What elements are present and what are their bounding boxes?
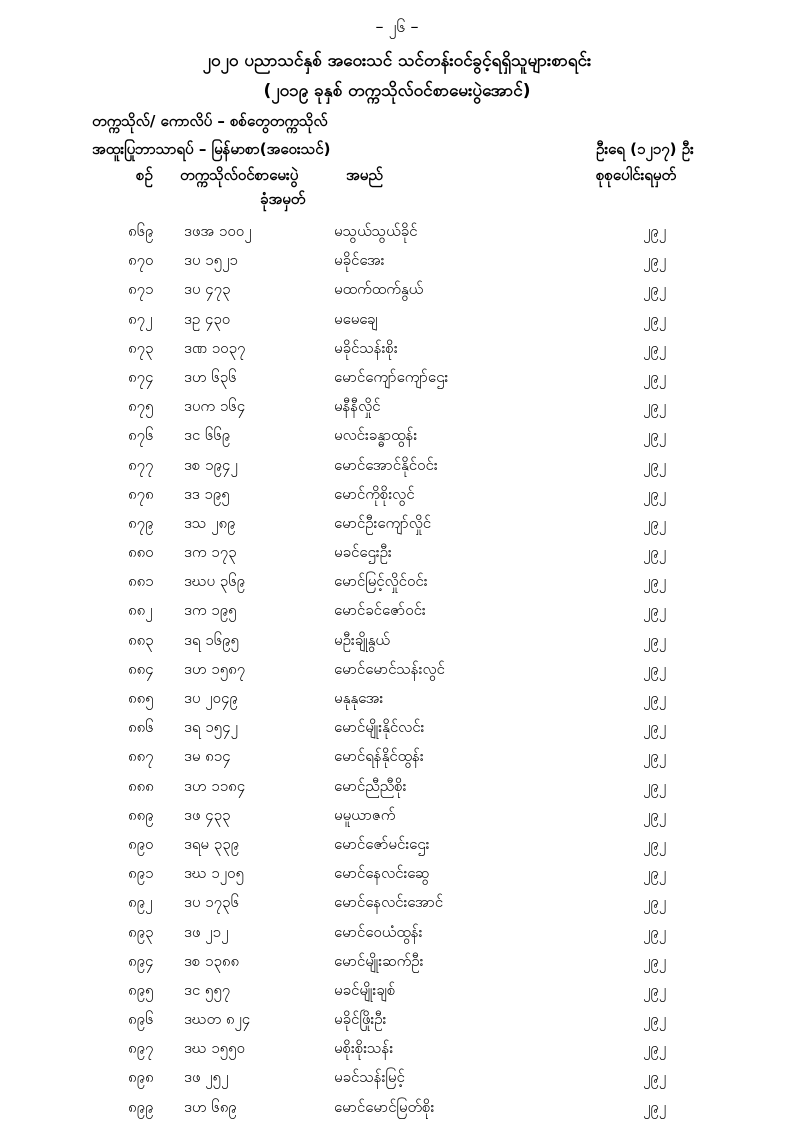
roll-number: ဒဒ ၁၉၅ <box>184 484 230 503</box>
table-row <box>0 601 794 630</box>
roll-number: ဒက ၁၇၃ <box>184 543 237 562</box>
roll-number: ဒပ ၂၀၄၉ <box>184 689 238 707</box>
table-row <box>0 660 794 689</box>
roll-number: ဒရ ၁၅၄၂ <box>184 718 238 737</box>
total-score: ၂၉၂ <box>643 1039 667 1058</box>
roll-number: ဒစ ၁၉၄၂ <box>184 455 238 474</box>
table-row <box>0 572 794 601</box>
table-row <box>0 835 794 864</box>
student-name: မောင်ညီညီစိုး <box>334 776 407 795</box>
student-name: မောင်မျိုးဆက်ဦး <box>334 951 424 970</box>
roll-number: ဒက ၁၉၅ <box>184 601 237 620</box>
student-name: မောင်ဇော်မင်းဌေး <box>334 834 430 853</box>
total-score: ၂၉၂ <box>643 397 667 416</box>
total-score: ၂၉၂ <box>643 222 667 240</box>
table-row <box>0 718 794 747</box>
university-line: တက္ကသိုလ်/ ကောလိပ် – စစ်တွေတက္ကသိုလ် <box>92 112 328 130</box>
student-name: မောင်ခင်ဇော်ဝင်း <box>334 601 426 620</box>
total-score: ၂၉၂ <box>643 280 667 299</box>
roll-number: ဒရမ ၃၃၉ <box>184 834 240 853</box>
row-number: ၈၉၃ <box>128 922 154 941</box>
page-number: – ၂၆ – <box>375 17 419 36</box>
row-number: ၈၉၁ <box>128 864 154 883</box>
row-number: ၈၉၇ <box>128 1039 154 1058</box>
table-row <box>0 251 794 280</box>
roll-number: ဒဃ ၁၂၀၅ <box>184 864 244 883</box>
roll-number: ဒင ၅၅၇ <box>184 980 231 999</box>
student-list <box>0 222 794 1127</box>
row-number: ၈၉၀ <box>128 834 154 853</box>
roll-number: ဒဖ ၂၁၂ <box>184 922 229 941</box>
student-name: မခင်မျိုးချစ် <box>334 980 396 999</box>
roll-number: ဒစ ၁၃၈၈ <box>184 951 240 970</box>
total-score: ၂၉၂ <box>643 805 667 824</box>
table-row <box>0 339 794 368</box>
student-name: မောင်နေလင်းအောင် <box>334 893 444 912</box>
table-row <box>0 368 794 397</box>
row-number: ၈၇၅ <box>128 397 154 416</box>
total-score: ၂၉၂ <box>643 659 667 678</box>
header-number: စဉ် <box>136 166 153 184</box>
table-row <box>0 777 794 806</box>
student-name: မောင်ဝေယံထွန်း <box>334 922 423 941</box>
table-row <box>0 514 794 543</box>
student-name: မသွယ်သွယ်ခိုင် <box>334 222 418 240</box>
row-number: ၈၇၉ <box>128 513 154 532</box>
table-row <box>0 456 794 485</box>
table-row <box>0 952 794 981</box>
row-number: ၈၇၄ <box>128 367 154 386</box>
student-name: မနုနုအေး <box>334 689 384 707</box>
table-row <box>0 1039 794 1068</box>
student-name: မောင်ကျော်ကျော်ဌေး <box>334 367 449 386</box>
student-name: မောင်ရန်နိုင်ထွန်း <box>334 747 424 766</box>
student-name: မောင်ဦးကျော်လှိုင် <box>334 513 432 532</box>
student-name: မောင်ကိုစိုးလွင် <box>334 484 415 503</box>
total-score: ၂၉၂ <box>643 1097 667 1116</box>
total-score: ၂၉၂ <box>643 455 667 474</box>
roll-number: ဒဥ ၄၃၀ <box>184 309 231 328</box>
total-count: ဦးရေ (၁၂၁၇) ဦး <box>596 140 694 158</box>
roll-number: ဒပ ၄၇၃ <box>184 280 231 299</box>
table-row <box>0 485 794 514</box>
row-number: ၈၈၃ <box>128 630 154 649</box>
roll-number: ဒဖအ ၁၀၀၂ <box>184 222 252 240</box>
student-name: မခင်ဌေးဦး <box>334 543 392 562</box>
roll-number: ဒဟ ၆၈၉ <box>184 1097 237 1116</box>
roll-number: ဒဟ ၁၅၈၇ <box>184 659 246 678</box>
total-score: ၂၉၂ <box>643 367 667 386</box>
row-number: ၈၈၄ <box>128 659 154 678</box>
row-number: ၈၇၃ <box>128 338 154 357</box>
document-title: ၂၀၂၀ ပညာသင်နှစ် အဝေးသင် သင်တန်းဝင်ခွင့်ရရှိသူများစာရင်း <box>202 51 592 71</box>
roll-number: ဒပက ၁၆၄ <box>184 397 246 416</box>
student-name: မခိုင်ဖြိုးဦး <box>334 1010 387 1029</box>
row-number: ၈၇၇ <box>128 455 154 474</box>
roll-number: ဒပ ၁၅၂၁ <box>184 251 238 270</box>
row-number: ၈၈၆ <box>128 718 154 737</box>
student-name: မောင်မြင့်လှိုင်ဝင်း <box>334 572 428 591</box>
total-score: ၂၉၂ <box>643 251 667 270</box>
student-name: မောင်မျိုးနိုင်လင်း <box>334 718 425 737</box>
roll-number: ဒပ ၁၇၃၆ <box>184 893 239 912</box>
row-number: ၈၉၈ <box>128 1068 154 1087</box>
student-name: မခိုင်အေး <box>334 251 385 270</box>
row-number: ၈၈၈ <box>128 776 154 795</box>
table-row <box>0 222 794 251</box>
roll-number: ဒဟ ၆၃၆ <box>184 367 237 386</box>
table-row <box>0 864 794 893</box>
roll-number: ဒဟ ၁၁၈၄ <box>184 776 246 795</box>
student-name: မောင်မောင်မြတ်စိုး <box>334 1097 435 1116</box>
table-row <box>0 310 794 339</box>
student-name: မထက်ထက်နွယ် <box>334 280 424 299</box>
total-score: ၂၉၂ <box>643 543 667 562</box>
table-row <box>0 923 794 952</box>
total-score: ၂၉၂ <box>643 338 667 357</box>
student-name: မခင်သန်းမြင့် <box>334 1068 405 1087</box>
total-score: ၂၉၂ <box>643 951 667 970</box>
total-score: ၂၉၂ <box>643 834 667 853</box>
row-number: ၈၈၉ <box>128 805 154 824</box>
total-score: ၂၉၂ <box>643 1010 667 1029</box>
table-row <box>0 981 794 1010</box>
total-score: ၂၉၂ <box>643 864 667 883</box>
roll-number: ဒဏ ၁၀၃၇ <box>184 338 246 357</box>
row-number: ၈၉၆ <box>128 1010 154 1029</box>
row-number: ၈၇၈ <box>128 484 154 503</box>
table-row <box>0 806 794 835</box>
total-score: ၂၉၂ <box>643 513 667 532</box>
header-name: အမည် <box>346 166 383 184</box>
row-number: ၈၉၉ <box>128 1097 154 1116</box>
total-score: ၂၉၂ <box>643 630 667 649</box>
roll-number: ဒဃတ ၈၂၄ <box>184 1010 251 1029</box>
total-score: ၂၉၂ <box>643 922 667 941</box>
student-name: မမေချေ <box>334 309 378 328</box>
header-total-score: စုစုပေါင်းရမှတ် <box>596 166 677 184</box>
roll-number: ဒဖ ၄၃၃ <box>184 805 231 824</box>
row-number: ၈၉၅ <box>128 980 154 999</box>
row-number: ၈၈၂ <box>128 601 153 620</box>
roll-number: ဒင ၆၆၉ <box>184 426 231 445</box>
student-name: မဦးချိုနွယ် <box>334 630 390 649</box>
table-row <box>0 1098 794 1127</box>
total-score: ၂၉၂ <box>643 1068 667 1087</box>
total-score: ၂၉၂ <box>643 689 667 707</box>
row-number: ၈၈၅ <box>128 689 154 707</box>
student-name: မစိုးစိုးသန်း <box>334 1039 394 1058</box>
roll-number: ဒဃ ၁၅၅၀ <box>184 1039 245 1058</box>
row-number: ၈၈၇ <box>128 747 154 766</box>
table-row <box>0 426 794 455</box>
total-score: ၂၉၂ <box>643 572 667 591</box>
table-row <box>0 893 794 922</box>
total-score: ၂၉၂ <box>643 309 667 328</box>
table-row <box>0 543 794 572</box>
total-score: ၂၉၂ <box>643 426 667 445</box>
roll-number: ဒဃပ ၃၆၉ <box>184 572 246 591</box>
table-row <box>0 631 794 660</box>
student-name: မောင်အောင်နိုင်ဝင်း <box>334 455 438 474</box>
row-number: ၈၇၂ <box>128 309 153 328</box>
row-number: ၈၈၀ <box>128 543 154 562</box>
header-roll-number: တက္ကသိုလ်ဝင်စာမေးပွဲ <box>180 166 299 184</box>
total-score: ၂၉၂ <box>643 601 667 620</box>
table-row <box>0 397 794 426</box>
total-score: ၂၉၂ <box>643 747 667 766</box>
row-number: ၈၆၉ <box>128 222 154 240</box>
header-roll-number-line-2: ခုံအမှတ် <box>260 190 306 208</box>
student-name: မောင်မောင်သန်းလွင် <box>334 659 445 678</box>
row-number: ၈၉၄ <box>128 951 154 970</box>
table-row <box>0 280 794 309</box>
table-row <box>0 747 794 776</box>
document-subtitle: (၂၀၁၉ ခုနှစ် တက္ကသိုလ်ဝင်စာမေးပွဲအောင်) <box>263 81 531 101</box>
row-number: ၈၈၁ <box>128 572 154 591</box>
student-name: မမူယာဇက် <box>334 805 396 824</box>
specialization-line: အထူးပြုဘာသာရပ် – မြန်မာစာ(အဝေးသင်) <box>92 140 331 158</box>
table-row <box>0 689 794 718</box>
row-number: ၈၇၀ <box>128 251 154 270</box>
student-name: မလင်းခန္ဓာထွန်း <box>334 426 418 445</box>
total-score: ၂၉၂ <box>643 484 667 503</box>
roll-number: ဒဖ ၂၅၂ <box>184 1068 229 1087</box>
roll-number: ဒရ ၁၆၉၅ <box>184 630 239 649</box>
row-number: ၈၇၁ <box>128 280 154 299</box>
total-score: ၂၉၂ <box>643 776 667 795</box>
total-score: ၂၉၂ <box>643 718 667 737</box>
roll-number: ဒသ ၂၈၉ <box>184 513 236 532</box>
table-row <box>0 1010 794 1039</box>
student-name: မောင်နေလင်းဆွေ <box>334 864 430 883</box>
row-number: ၈၇၆ <box>128 426 154 445</box>
row-number: ၈၉၂ <box>128 893 153 912</box>
student-name: မခိုင်သန်းစိုး <box>334 338 398 357</box>
student-name: မနီနီလှိုင် <box>334 397 381 416</box>
total-score: ၂၉၂ <box>643 893 667 912</box>
table-row <box>0 1068 794 1097</box>
total-score: ၂၉၂ <box>643 980 667 999</box>
roll-number: ဒမ ၈၁၄ <box>184 747 231 766</box>
